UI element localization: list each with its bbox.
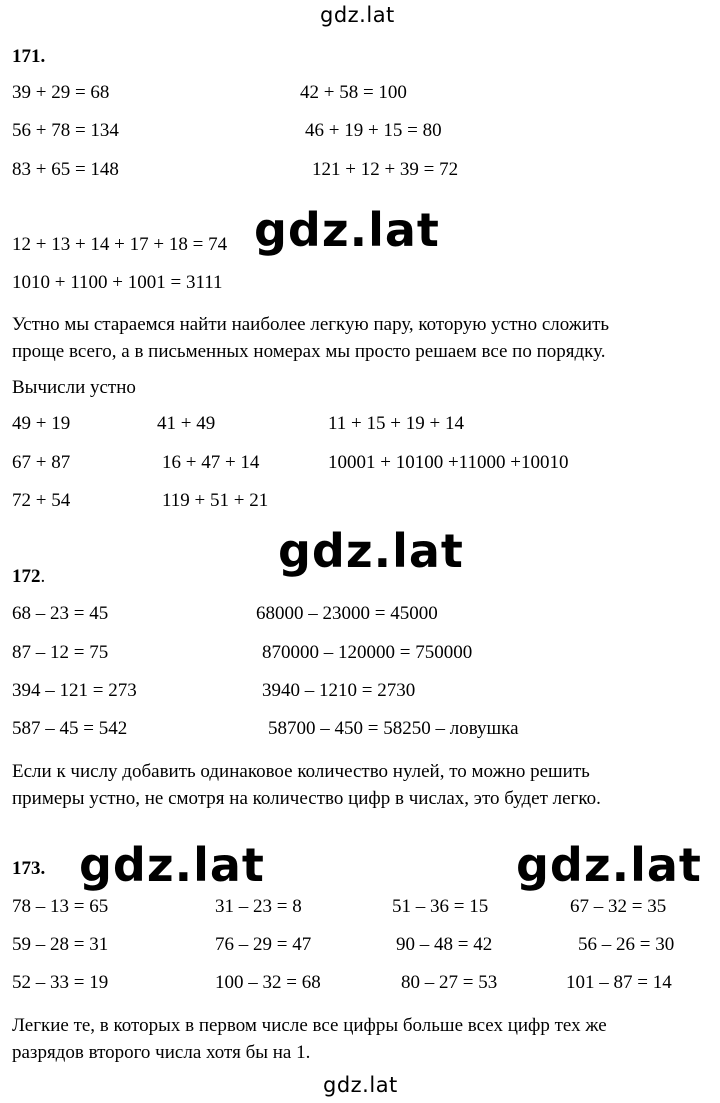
oral-expression: 41 + 49 [157,413,216,434]
exercise-number-171: 171. [12,46,46,67]
explanation-line: проще всего, а в письменных номерах мы просто решаем все по порядку. [12,341,606,362]
oral-expression: 10001 + 10100 +11000 +10010 [328,452,569,473]
equation: 870000 – 120000 = 750000 [262,642,473,663]
oral-expression: 72 + 54 [12,490,71,511]
exercise-number-172 [12,565,45,589]
watermark-top: gdz.lat [320,3,395,27]
equation: 80 – 27 = 53 [401,972,498,993]
equation: 12 + 13 + 14 + 17 + 18 = 74 [12,234,228,255]
equation: 51 – 36 = 15 [392,896,489,917]
watermark-large: gdz.lat [278,524,464,578]
equation: 39 + 29 = 68 [12,82,110,103]
exercise-number-172-dot: . [40,566,46,587]
exercise-number-173: 173. [12,858,46,879]
equation: 87 – 12 = 75 [12,642,109,663]
equation: 78 – 13 = 65 [12,896,109,917]
explanation-line: Устно мы стараемся найти наиболее легкую пару, которую устно сложить [12,314,610,335]
equation: 68 – 23 = 45 [12,603,109,624]
watermark-large: gdz.lat [254,203,440,257]
equation: 394 – 121 = 273 [12,680,137,701]
equation: 46 + 19 + 15 = 80 [305,120,442,141]
oral-expression: 119 + 51 + 21 [162,490,269,511]
equation: 1010 + 1100 + 1001 = 3111 [12,272,223,293]
equation: 121 + 12 + 39 = 72 [312,159,459,180]
equation: 56 – 26 = 30 [578,934,675,955]
oral-expression: 49 + 19 [12,413,71,434]
exercise-number-172-digits: 172 [12,566,41,587]
explanation-line: Если к числу добавить одинаковое количество нулей, то можно решить [12,761,590,782]
equation: 3940 – 1210 = 2730 [262,680,416,701]
equation: 587 – 45 = 542 [12,718,128,739]
equation: 42 + 58 = 100 [300,82,407,103]
explanation-line: примеры устно, не смотря на количество цифр в числах, это будет легко. [12,788,601,809]
equation: 83 + 65 = 148 [12,159,119,180]
equation: 56 + 78 = 134 [12,120,119,141]
watermark-bottom: gdz.lat [323,1073,398,1097]
equation: 101 – 87 = 14 [566,972,672,993]
equation: 31 – 23 = 8 [215,896,302,917]
oral-expression: 16 + 47 + 14 [162,452,260,473]
equation: 52 – 33 = 19 [12,972,109,993]
explanation-line: Легкие те, в которых в первом числе все цифры больше всех цифр тех же [12,1015,607,1036]
oral-heading: Вычисли устно [12,377,136,398]
watermark-large: gdz.lat [516,838,702,892]
oral-expression: 67 + 87 [12,452,71,473]
equation: 100 – 32 = 68 [215,972,321,993]
equation: 68000 – 23000 = 45000 [256,603,438,624]
explanation-line: разрядов второго числа хотя бы на 1. [12,1042,311,1063]
equation: 76 – 29 = 47 [215,934,312,955]
oral-expression: 11 + 15 + 19 + 14 [328,413,464,434]
equation: 90 – 48 = 42 [396,934,493,955]
equation: 59 – 28 = 31 [12,934,109,955]
equation: 67 – 32 = 35 [570,896,667,917]
equation: 58700 – 450 = 58250 – ловушка [268,718,519,739]
watermark-large: gdz.lat [79,838,265,892]
